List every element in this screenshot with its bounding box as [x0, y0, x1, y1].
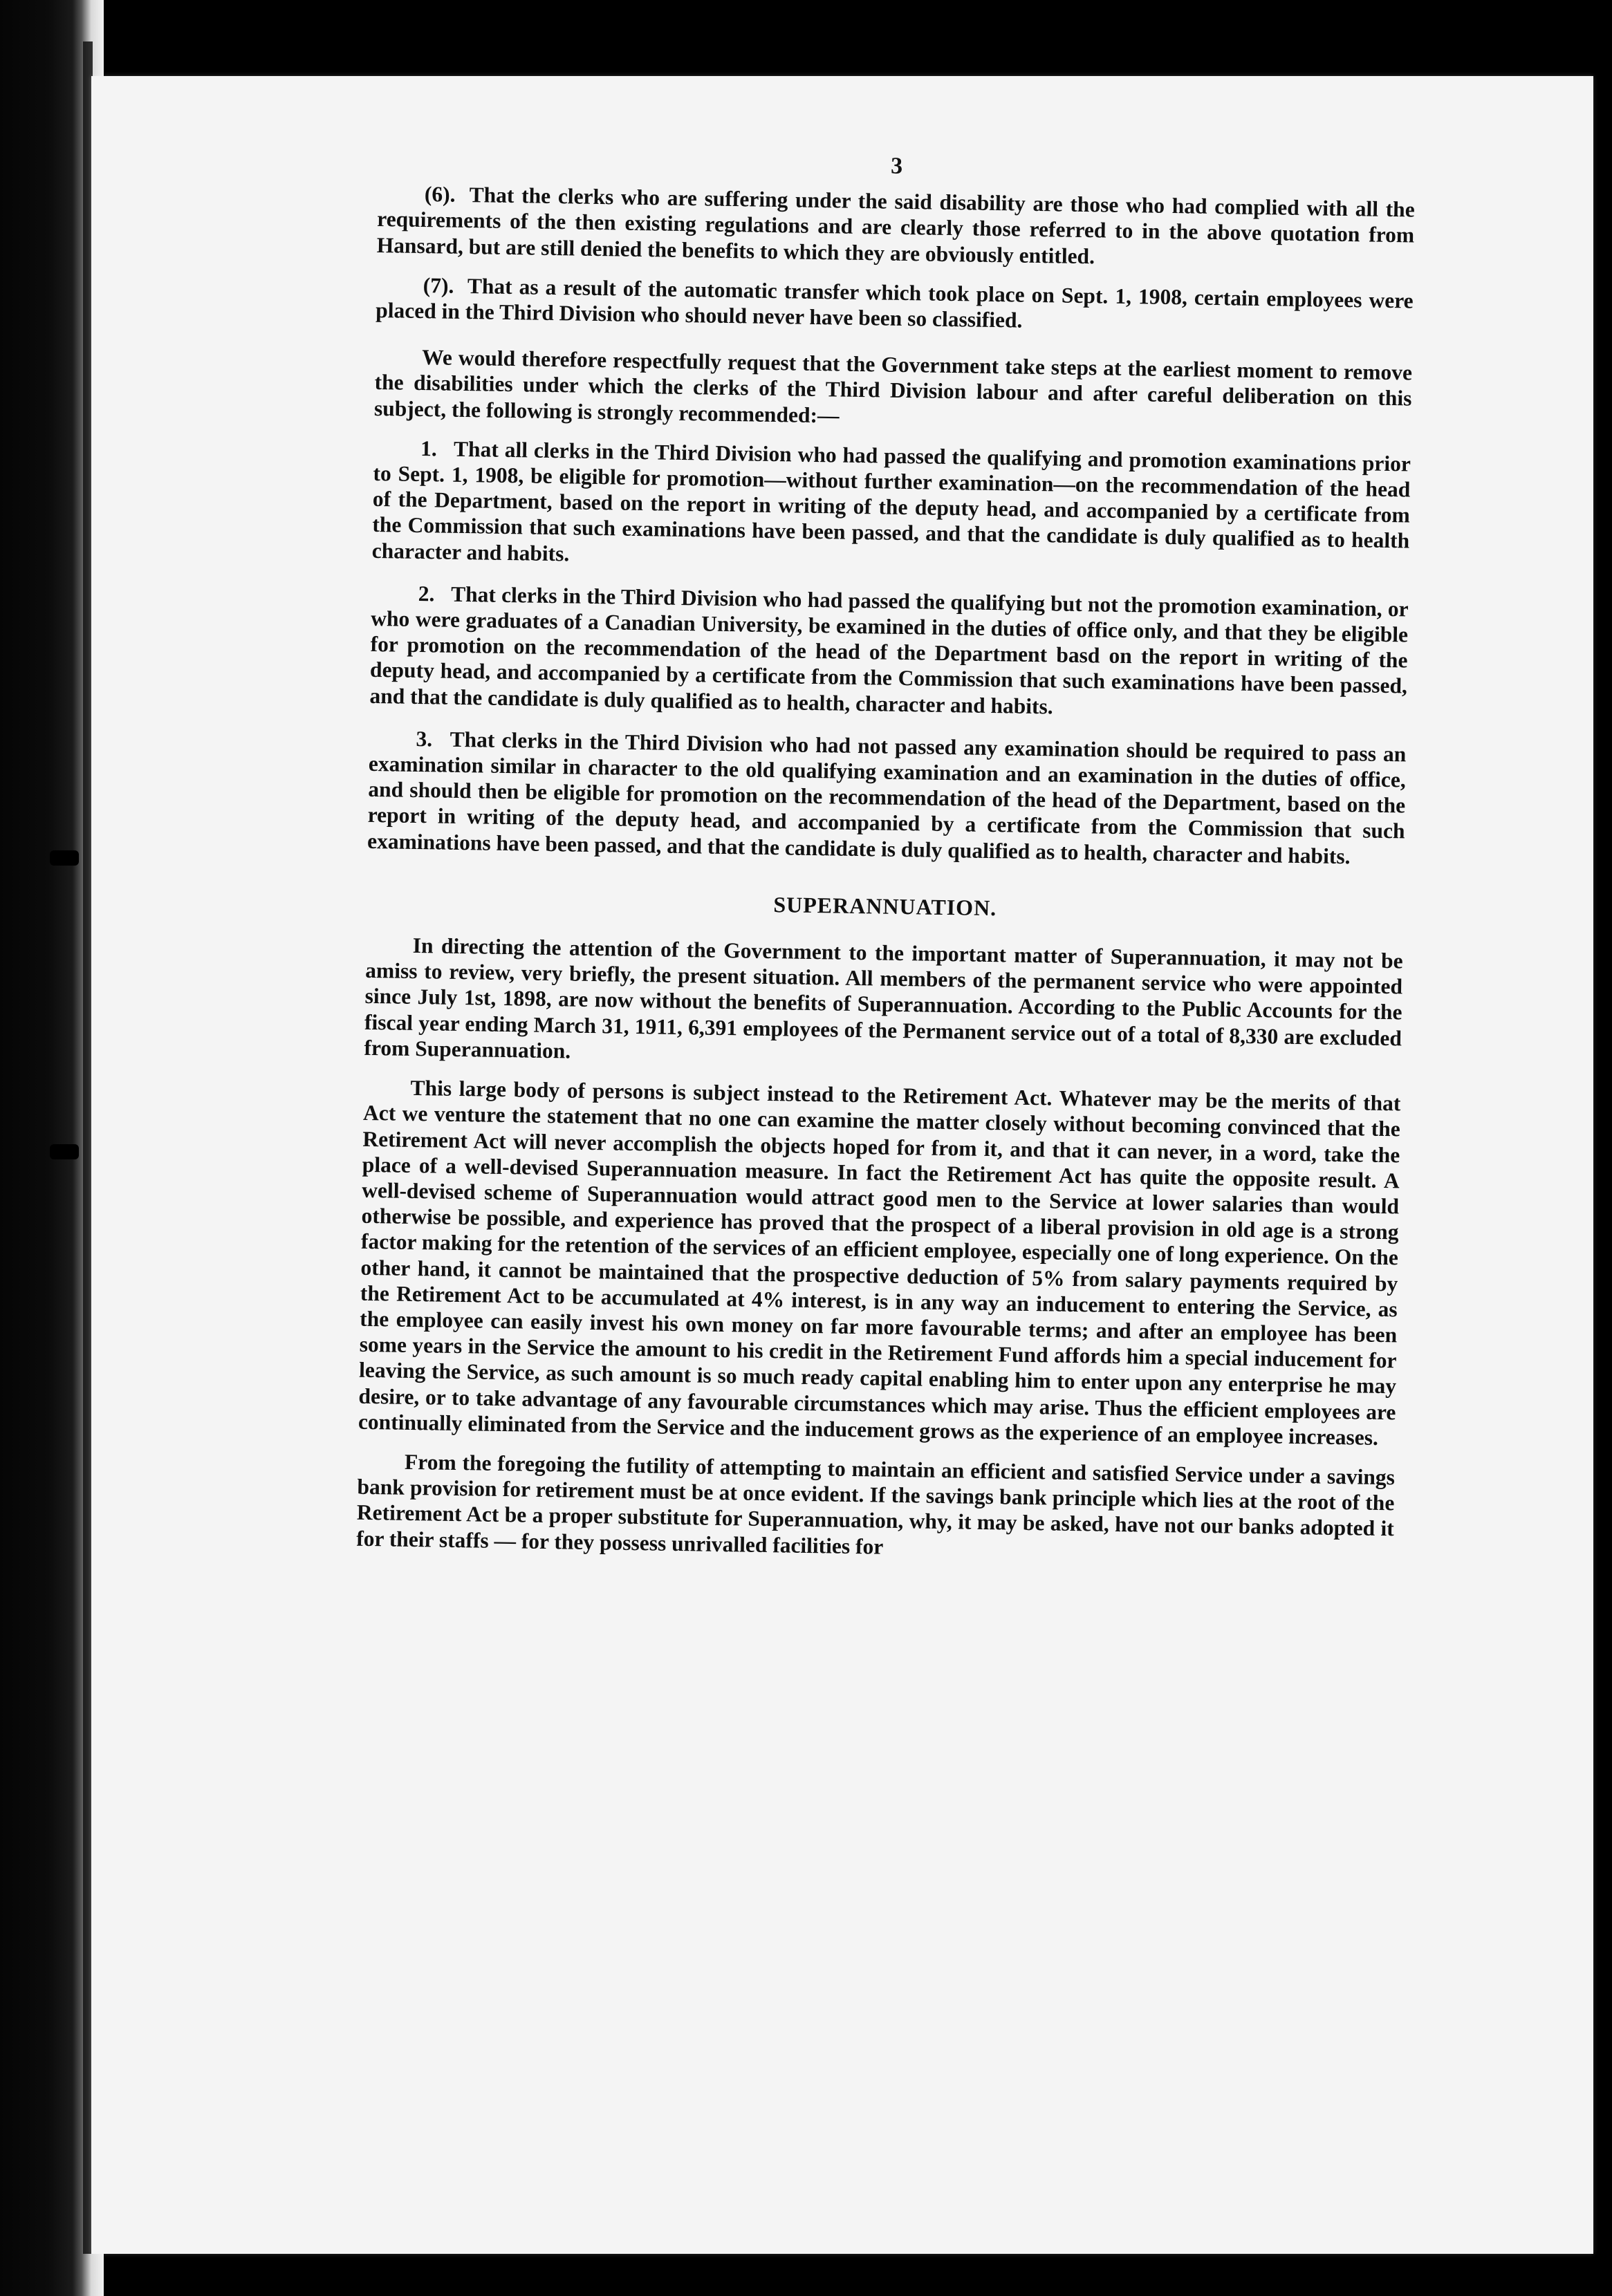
recommendation-item	[371, 435, 1411, 580]
paragraph-text: That the clerks who are suffering under the said disability are those who had complied with all the requirements of the then existing regulations and are clearly those referred to in the above quotation from Hansard, but are still denied the benefits to which they are obviously entitled.	[376, 183, 1415, 268]
body-paragraph: This large body of persons is subject instead to the Retirement Act. Whatever may be the merits of that Act we venture the statement that no one can examine the matter closely without becoming convinced that the Retirement Act will never accomplish the objects hoped for from it, and that it can never, in a word, take the place of a well-devised Superannuation measure. In fact the Retirement Act has quite the opposite result. A well-devised scheme of Superannuation would attract good men to the Service at lower salaries than would otherwise be possible, and experience has proved that the prospect of a liberal provision in old age is a strong factor making for the retention of the services of an efficient employee, especially one of long experience. On the other hand, it cannot be maintained that the prospective deduction of 5% from salary payments required by the Retirement Act to be accumulated at 4% interest, is in any way an inducement to entering the Service, as the employee can easily invest his own money on far more favourable terms; and after an employee has been some years in the Service the amount to his credit in the Retirement Fund affords him a special inducement for leaving the Service, as such amount is so much ready capital enabling him to enter upon any enterprise he may desire, or to take advantage of any favourable circumstances which may arise. Thus the efficient employees are continually eliminated from the Service and the inducement grows as the experience of an employee increases.	[358, 1075, 1401, 1450]
recommendation-item	[367, 725, 1407, 870]
binding-mark	[50, 1144, 79, 1159]
section-heading: SUPERANNUATION.	[773, 891, 997, 921]
numbered-paragraph	[376, 272, 1414, 339]
document-page	[91, 76, 1593, 2254]
recommendation-number: 3.	[416, 726, 433, 752]
page-text-block	[356, 145, 1416, 1581]
page-number: 3	[890, 153, 903, 179]
request-paragraph: We would therefore respectfully request that the Government take steps at the earliest moment to remove the disabilities under which the clerks of the Third Division labour and after careful deliberation on this subject, the following is strongly recommended:—	[373, 345, 1413, 428]
recommendation-number: 2.	[418, 581, 435, 606]
binding-mark	[50, 850, 79, 866]
body-paragraph: In directing the attention of the Government to the important matter of Superannuation, it may not be amiss to review, very briefly, the present situation. All members of the permanent service who were appointed since July 1st, 1898, are now without the benefits of Superannuation. According to the Public Accounts for the fiscal year ending March 31, 1911, 6,391 employees of the Permanent service out of a total of 8,330 are excluded from Superannuation.	[364, 933, 1403, 1063]
recommendation-text: That clerks in the Third Division who had passed the qualifying but not the promotion examination, or who were graduates of a Canadian University, be examined in the duties of office only, and that they be eligible for promotion on the recommendation of the head of the Department basd on the report in writing of the deputy head, and accompanied by a certificate from the Commission that such examinations have been passed, and that the candidate is duly qualified as to health, character and habits.	[369, 581, 1409, 719]
paragraph-number: (7).	[423, 272, 454, 298]
paragraph-number: (6).	[424, 182, 456, 207]
recommendation-number: 1.	[420, 436, 438, 461]
recommendation-item	[369, 580, 1409, 725]
body-paragraph: From the foregoing the futility of attempting to maintain an efficient and satisfied Service under a savings bank provision for retirement must be at once evident. If the savings bank principle which lies at the root of the Retirement Act be a proper substitute for Superannuation, why, it may be asked, have not our banks adopted it for their staffs — for they possess unrivalled facilities for	[356, 1449, 1396, 1559]
numbered-paragraph	[376, 180, 1415, 274]
paragraph-text: That as a result of the automatic transfer which took place on Sept. 1, 1908, certain employees were placed in the Third Division who should never have been so classified.	[375, 273, 1414, 333]
recommendation-text: That clerks in the Third Division who had not passed any examination should be required to pass an examination similar in character to the old qualifying examination and an examination in the duties of office, and should then be eligible for promotion on the recommendation of the head of the Department, based on the report in writing of the deputy head, and accompanied by a certificate from the Commission that such examinations have been passed, and that the candidate is duly qualified as to health, character and habits.	[367, 727, 1407, 868]
recommendation-text: That all clerks in the Third Division who had passed the qualifying and promotion examinations prior to Sept. 1, 1908, be eligible for promotion—without further examination—on the recommendation of the head of the Department, based on the report in writing of the deputy head, and accompanied by a certificate from the Commission that such examinations have been passed, and that the candidate is duly qualified as to health character and habits.	[371, 436, 1411, 566]
